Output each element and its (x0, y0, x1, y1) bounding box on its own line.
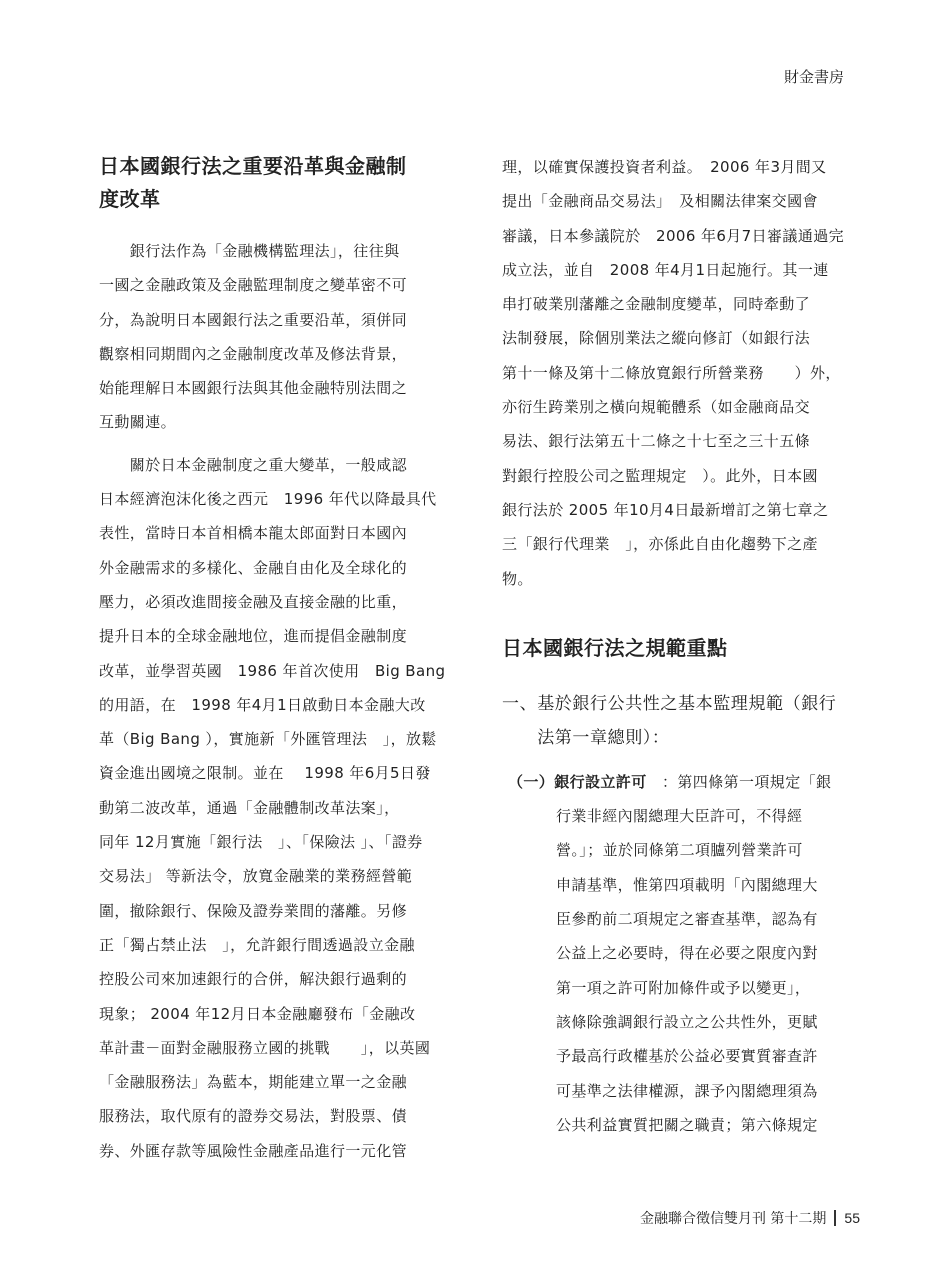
text-line: 行業非經內閣總理大臣許可，不得經 (556, 807, 803, 826)
text-line: 臣參酌前二項規定之審查基準，認為有 (556, 910, 818, 929)
text-line: 銀行法作為「金融機構監理法」，往往與 (99, 242, 400, 260)
text-line: 理，以確實保護投資者利益。 2006 年3月間又 (502, 158, 827, 176)
text-line: 三「銀行代理業 」，亦係此自由化趨勢下之產 (502, 535, 818, 554)
paragraph-2 (99, 448, 459, 1168)
text-line: 壓力，必須改進間接金融及直接金融的比重， (99, 592, 408, 611)
text-line: 現象； 2004 年12月日本金融廳發布「金融改 (99, 1004, 416, 1023)
page-number: 55 (844, 1210, 860, 1226)
text-line: 革（Big Bang ），實施新「外匯管理法 」，放鬆 (99, 730, 437, 749)
journal-name: 金融聯合徵信雙月刊 第十二期 (639, 1211, 827, 1227)
subsection-label: （一）銀行設立許可 (508, 772, 647, 791)
title-line: 度改革 (99, 187, 161, 211)
text-line: 服務法，取代原有的證券交易法，對股票、債 (99, 1107, 408, 1126)
subsection-bank-licensing (502, 765, 872, 1142)
text-line: 對銀行控股公司之監理規定 ）。此外，日本國 (502, 466, 818, 485)
paragraph-1 (99, 234, 459, 440)
text-line: 外金融需求的多樣化、金融自由化及全球化的 (99, 558, 408, 577)
publication-header: 財金書房 (783, 68, 844, 86)
text-line: 物。 (502, 569, 533, 588)
text-line: 正「獨占禁止法 」，允許銀行間透過設立金融 (99, 935, 415, 954)
text-line: 表性，當時日本首相橋本龍太郎面對日本國內 (99, 524, 408, 543)
text-line: 觀察相同期間內之金融制度改革及修法背景， (99, 344, 408, 363)
text-line: 易法、銀行法第五十二條之十七至之三十五條 (502, 432, 811, 451)
text-line: 互動關連。 (99, 413, 177, 432)
text-line: 亦衍生跨業別之橫向規範體系（如金融商品交 (502, 398, 811, 417)
left-column (99, 150, 459, 1168)
text-line: 券、外匯存款等風險性金融產品進行一元化管 (99, 1141, 408, 1160)
text-line: 的用語，在 1998 年4月1日啟動日本金融大改 (99, 695, 426, 714)
text-line: 銀行法於 2005 年10月4日最新增訂之第七章之 (502, 500, 829, 519)
text-line: 營。」；並於同條第二項臚列營業許可 (556, 841, 803, 860)
text-line: 第十一條及第十二條放寬銀行所營業務 ）外， (502, 363, 841, 382)
text-line: 第一項之許可附加條件或予以變更」， (556, 978, 811, 997)
text-line: 串打破業別藩離之金融制度變革，同時牽動了 (502, 295, 811, 314)
section-line: 法第一章總則）： (502, 727, 670, 748)
article-title (99, 150, 459, 216)
text-line: 圍，撤除銀行、保險及證券業間的藩離。另修 (99, 901, 408, 920)
text-line: 申請基準，惟第四項載明「內閣總理大 (556, 875, 818, 894)
text-line: 審議，日本參議院於 2006 年6月7日審議通過完 (502, 226, 845, 245)
text-line: 該條除強調銀行設立之公共性外，更賦 (556, 1012, 818, 1031)
text-line: 資金進出國境之限制。並在 1998 年6月5日發 (99, 764, 431, 783)
text-line: 控股公司來加速銀行的合併，解決銀行過剩的 (99, 970, 408, 989)
section-heading: 日本國銀行法之規範重點 (502, 635, 728, 660)
text-line: 法制發展，除個別業法之縱向修訂（如銀行法 (502, 329, 811, 348)
text-line: 成立法，並自 2008 年4月1日起施行。其一連 (502, 260, 829, 279)
text-line: 提出「金融商品交易法」 及相關法律案交國會 (502, 192, 818, 211)
text-line: 始能理解日本國銀行法與其他金融特別法間之 (99, 379, 408, 398)
text-line: 公共利益實質把關之職責；第六條規定 (556, 1115, 818, 1134)
text-line: 關於日本金融制度之重大變革，一般咸認 (99, 455, 408, 474)
text-line: 改革，並學習英國 1986 年首次使用 Big Bang (99, 661, 446, 680)
text-line: 提升日本的全球金融地位，進而提倡金融制度 (99, 627, 408, 646)
footer-divider (834, 1210, 836, 1226)
text-line: 一國之金融政策及金融監理制度之變革密不可 (99, 276, 408, 295)
text-line: 交易法」 等新法令，放寬金融業的業務經營範 (99, 867, 413, 886)
text-line: 可基準之法律權源，課予內閣總理須為 (556, 1081, 818, 1100)
text-line: 公益上之必要時，得在必要之限度內對 (556, 944, 818, 963)
text-line: 日本經濟泡沫化後之西元 1996 年代以降最具代 (99, 490, 437, 509)
subsection-first-line (508, 765, 872, 799)
subsection-first-text: ：第四條第一項規定「銀 (646, 772, 832, 791)
text-line: 予最高行政權基於公益必要實質審查許 (556, 1047, 818, 1066)
text-line: 分，為說明日本國銀行法之重要沿革，須併同 (99, 310, 408, 329)
text-line: 「金融服務法」為藍本，期能建立單一之金融 (99, 1073, 408, 1092)
text-line: 同年 12月實施「銀行法 」、「保險法 」、「證券 (99, 833, 423, 852)
page-footer (640, 1208, 860, 1228)
continuation-paragraph (502, 150, 872, 596)
text-line: 動第二波改革，通過「金融體制改革法案」， (99, 798, 400, 817)
section-line: 一、基於銀行公共性之基本監理規範（銀行 (502, 693, 837, 714)
title-line: 日本國銀行法之重要沿革與金融制 (99, 154, 407, 178)
right-column (502, 150, 872, 1142)
subsection-body (556, 799, 872, 1142)
section-one-heading (502, 687, 872, 755)
text-line: 革計畫－面對金融服務立國的挑戰 」，以英國 (99, 1038, 431, 1057)
